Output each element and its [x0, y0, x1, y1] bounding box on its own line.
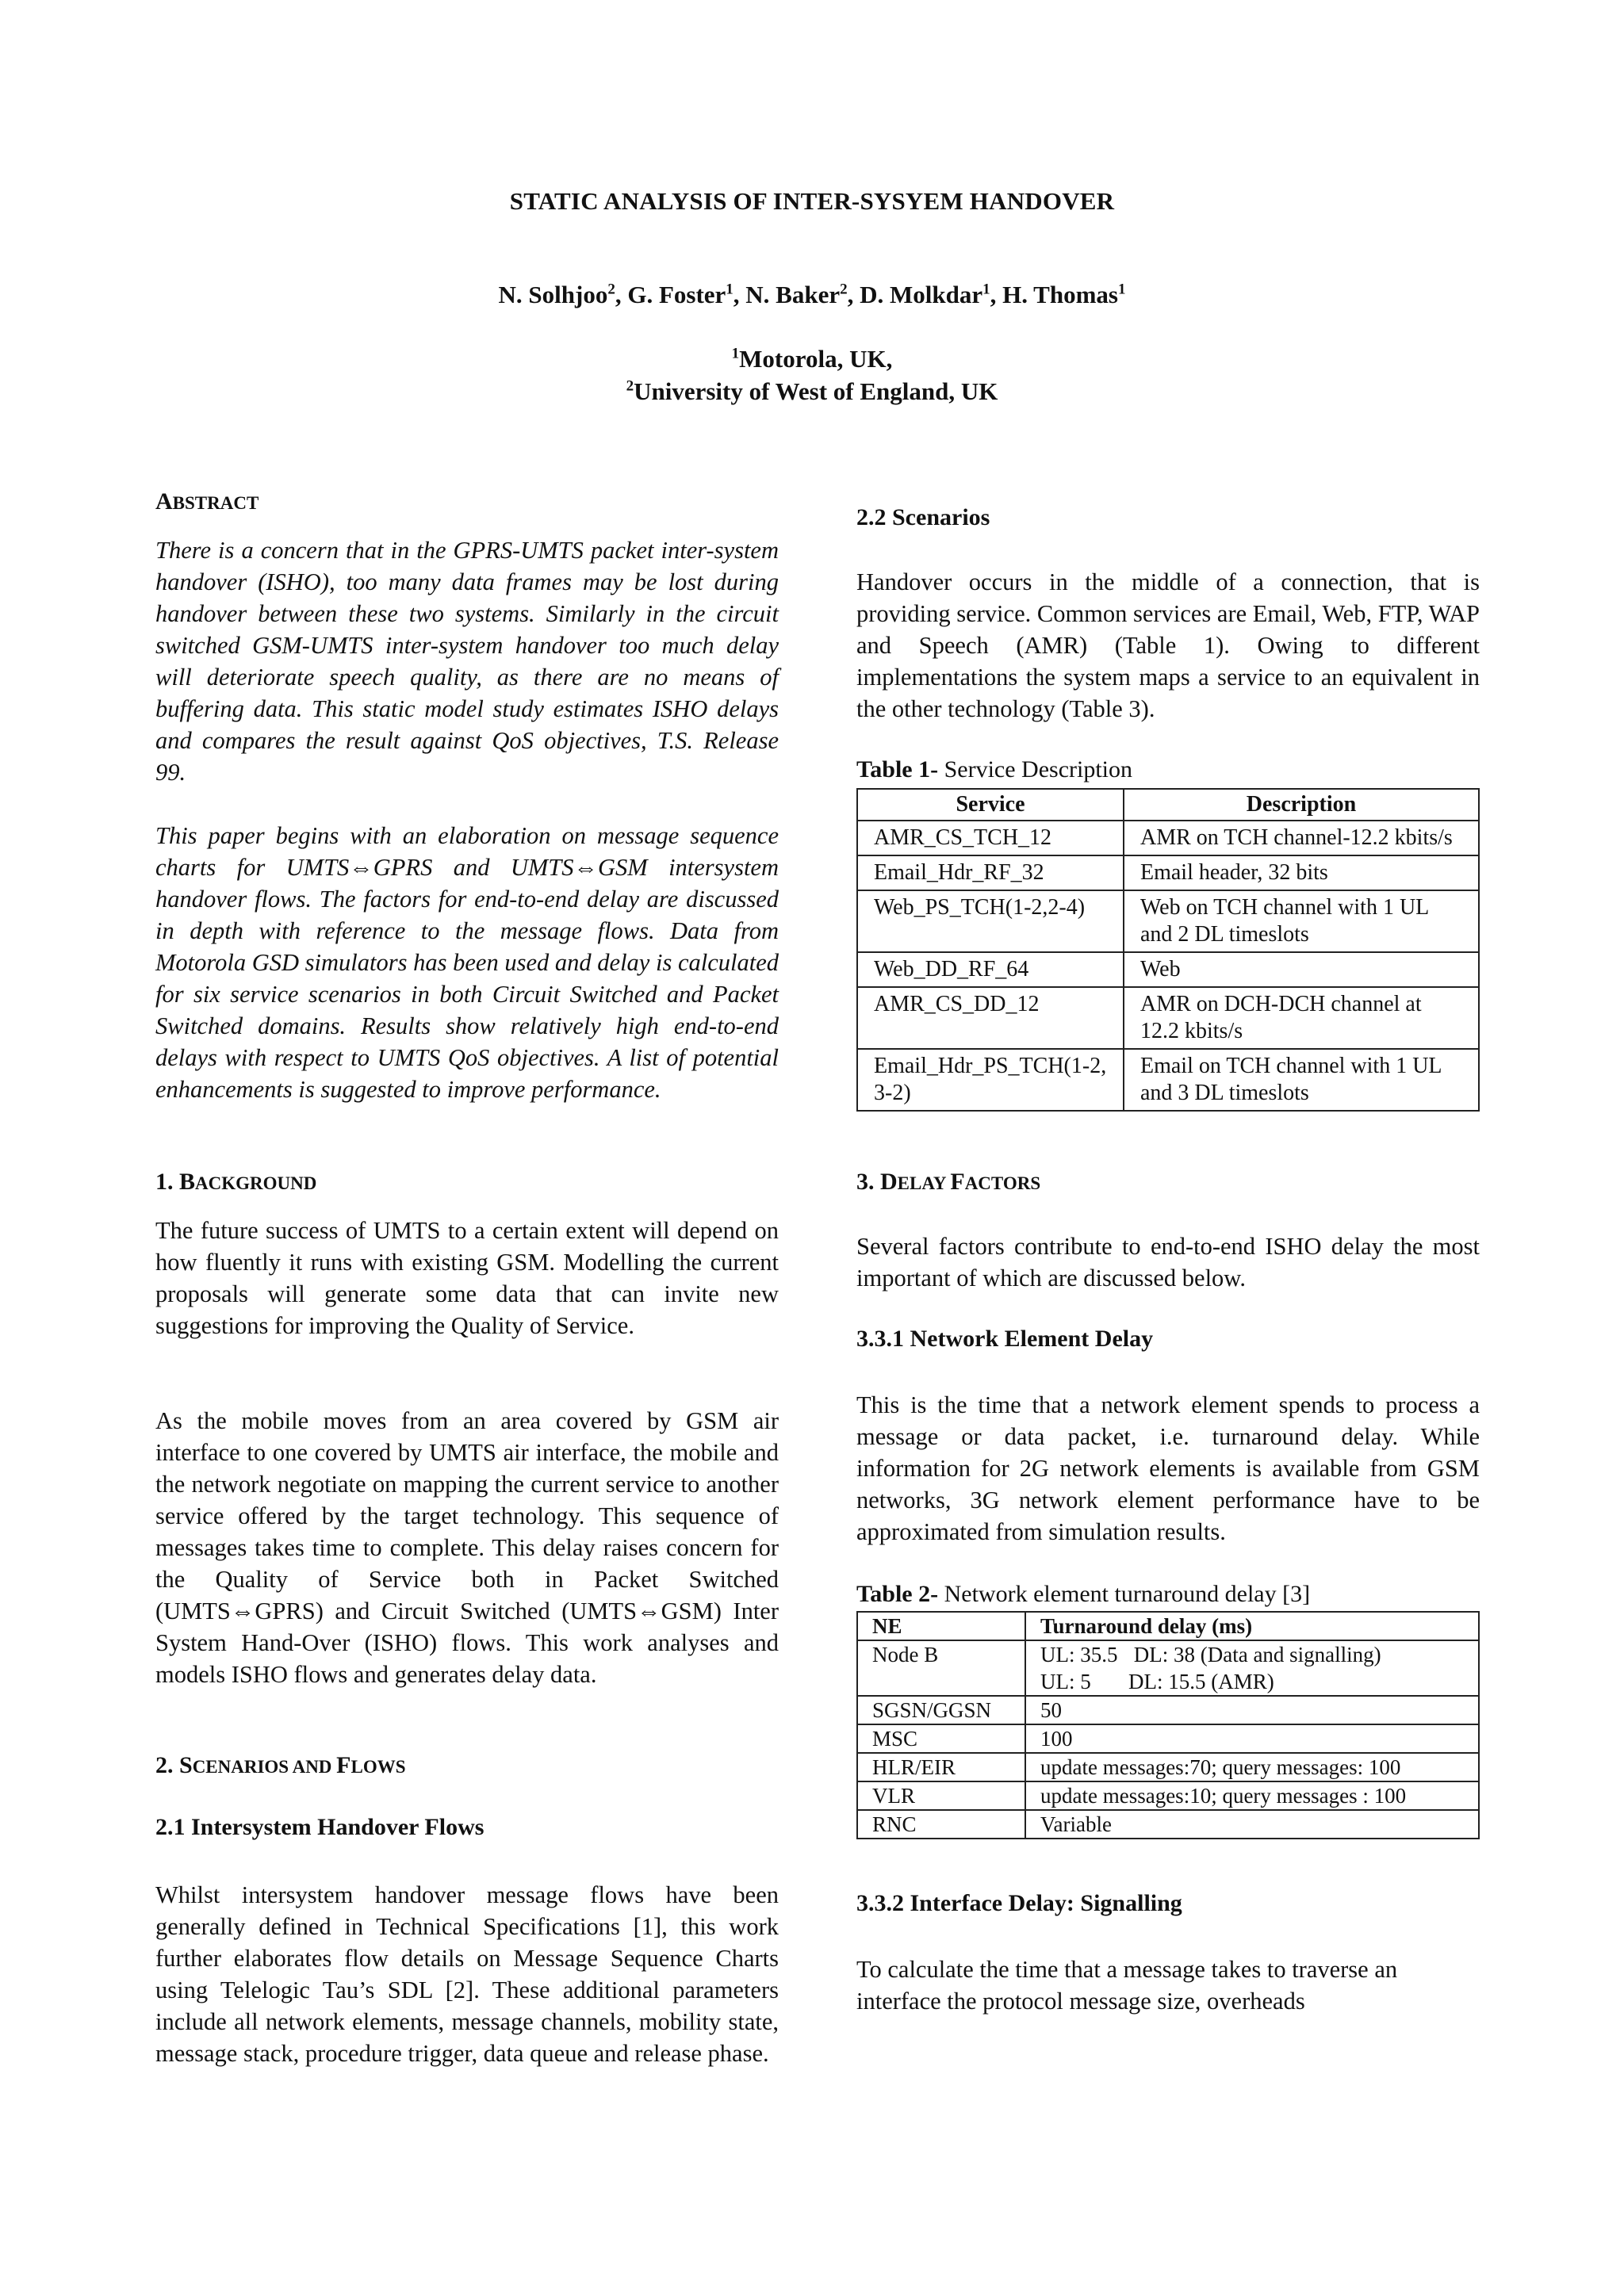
flows-paragraph: Whilst intersystem handover message flows have been generally defined in Technical Specifications [1], this work further elaborates flow details on Message Sequence Charts using Telelogic Tau’s SDL [2]. These additional parameters include all network elements, message channels, mobility state, message stack, procedure trigger, data queue and release phase.	[155, 1881, 779, 2067]
abstract-paragraph-2: This paper begins with an elaboration on message sequence charts for UMTS⇔GPRS and UMTS⇔GSM intersystem handover flows. The factors for end-to-end delay are discussed in depth with reference to the message flows. Data from Motorola GSD simulators has been used and delay is calculated for six service scenarios in both Circuit Switched and Packet Switched domains. Results show relatively high end-to-end delays with respect to UMTS QoS objectives. A list of potential enhancements is suggested to improve performance.	[155, 822, 779, 1103]
paper-title: STATIC ANALYSIS OF INTER-SYSYEM HANDOVER	[509, 187, 1115, 215]
subsection-heading: 2.2 Scenarios	[856, 504, 990, 530]
service-description-table	[856, 788, 1480, 1112]
network-element-delay-paragraph: This is the time that a network element spends to process a message or data packet, i.e. turnaround delay. While information for 2G network elements is available from GSM networks, 3G network element performance have to be approximated from simulation results.	[856, 1391, 1480, 1545]
author: H. Thomas	[1002, 281, 1118, 308]
turnaround-delay-table	[856, 1611, 1480, 1839]
scenarios-paragraph: Handover occurs in the middle of a connection, that is providing service. Common services are Email, Web, FTP, WAP and Speech (AMR) (Table 1). Owing to different implementations the system maps a service to an equivalent in the other technology (Table 3).	[856, 568, 1480, 722]
table2-caption: Table 2- Network element turnaround delay [3]	[856, 1581, 1311, 1607]
interface-delay-paragraph: To calculate the time that a message takes to traverse an interface the protocol message size, overheads	[856, 1956, 1398, 2015]
subsection-heading: 3.3.2 Interface Delay: Signalling	[856, 1890, 1182, 1916]
subsection-heading: 3.3.1 Network Element Delay	[856, 1326, 1154, 1352]
author: N. Baker	[745, 281, 841, 308]
table-row: RNC Variable	[857, 1810, 1479, 1839]
table-row: Web_PS_TCH(1-2,2-4) Web on TCH channel with 1 UL and 2 DL timeslots	[857, 890, 1479, 952]
abstract-paragraph-1: There is a concern that in the GPRS-UMTS packet inter-system handover (ISHO), too many data frames may be lost during handover between these two systems. Similarly in the circuit switched GSM-UMTS inter-system handover too much delay will deteriorate speech quality, as there are no means of buffering data. This static model study estimates ISHO delays and compares the result against QoS objectives, T.S. Release 99.	[155, 537, 779, 786]
table-row: AMR_CS_TCH_12 AMR on TCH channel-12.2 kbits/s	[857, 821, 1479, 855]
table-row: Email_Hdr_PS_TCH(1-2,3-2) Email on TCH channel with 1 UL and 3 DL timeslots	[857, 1049, 1479, 1111]
affiliation: $^2$University of West of England, UK	[626, 377, 998, 405]
table-row: Node B UL: 35.5 DL: 38 (Data and signalling) UL: 5 DL: 15.5 (AMR)	[857, 1640, 1479, 1696]
section-heading-delay-factors: 3. DELAY FACTORS	[856, 1169, 1041, 1195]
affiliations	[0, 342, 1624, 408]
author: D. Molkdar	[860, 281, 983, 308]
subsection-heading: 2.1 Intersystem Handover Flows	[155, 1814, 485, 1840]
section-heading-scenarios: 2. SCENARIOS AND FLOWS	[155, 1752, 406, 1778]
table-row: MSC 100	[857, 1724, 1479, 1753]
affiliation: $^1$Motorola, UK,	[731, 345, 893, 373]
table-row: Email_Hdr_RF_32 Email header, 32 bits	[857, 855, 1479, 890]
table-row: VLR update messages:10; query messages : 100	[857, 1781, 1479, 1810]
table-header-row: NE Turnaround delay (ms)	[857, 1612, 1479, 1640]
abstract-heading: ABSTRACT	[155, 488, 259, 515]
background-paragraph-1: The future success of UMTS to a certain extent will depend on how fluently it runs with existing GSM. Modelling the current proposals will generate some data that can invite new suggestions for improving the Quality of Service.	[155, 1217, 779, 1339]
table-row: Web_DD_RF_64 Web	[857, 952, 1479, 987]
author-list: N. Solhjoo$^2$, G. Foster$^1$, N. Baker$^2$, D. Molkdar$^1$, H. Thomas$^1$	[498, 281, 1126, 308]
author: G. Foster	[627, 281, 726, 308]
table1-caption: Table 1- Service Description	[856, 756, 1133, 783]
background-paragraph-2: As the mobile moves from an area covered by GSM air interface to one covered by UMTS air interface, the mobile and the network negotiate on mapping the current service to another service offered by the target technology. This sequence of messages takes time to complete. This delay raises concern for the Quality of Service both in Packet Switched (UMTS⇔GPRS) and Circuit Switched (UMTS⇔GSM) Inter System Hand-Over (ISHO) flows. This work analyses and models ISHO flows and generates delay data.	[155, 1407, 779, 1688]
delay-factors-paragraph: Several factors contribute to end-to-end ISHO delay the most important of which are discussed below.	[856, 1233, 1480, 1292]
table-row: AMR_CS_DD_12 AMR on DCH-DCH channel at 12.2 kbits/s	[857, 987, 1479, 1049]
section-heading-background: 1. BACKGROUND	[155, 1169, 317, 1195]
table-header-row: Service Description	[857, 789, 1479, 821]
author: N. Solhjoo	[498, 281, 608, 308]
table-row: SGSN/GGSN 50	[857, 1696, 1479, 1724]
table-row: HLR/EIR update messages:70; query messages: 100	[857, 1753, 1479, 1781]
